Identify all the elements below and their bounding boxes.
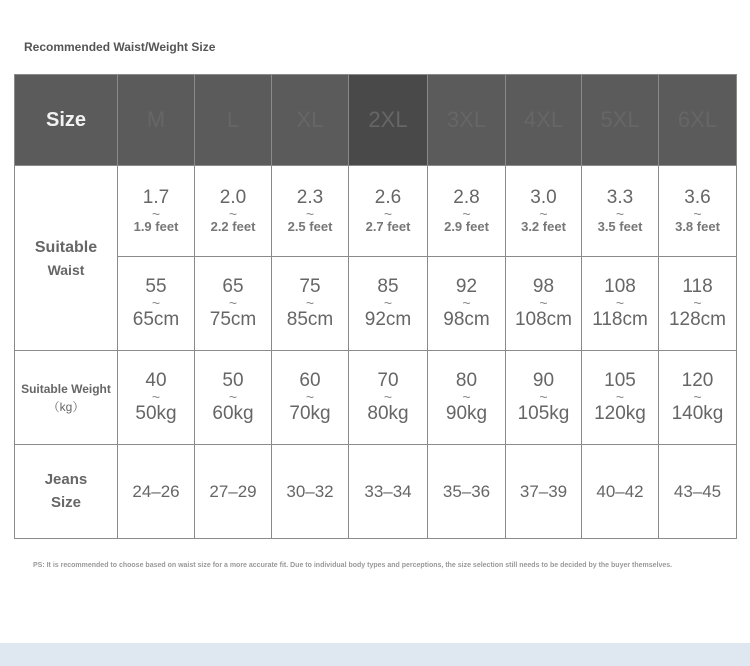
feet-from: 3.6 (684, 186, 711, 208)
jeans-label-line2: Size (50, 493, 81, 511)
cm-to: 65cm (132, 308, 180, 330)
feet-from: 2.3 (296, 186, 324, 208)
jeans-cell: 43–45 (659, 445, 737, 539)
waist-cm-cell (272, 257, 349, 351)
jeans-cell: 24–26 (118, 445, 195, 539)
waist-cm-cell (582, 257, 659, 351)
tilde: ~ (693, 295, 702, 312)
waist-cm-cell (118, 257, 195, 351)
weight-from: 60 (299, 370, 321, 392)
weight-label-line2: （kg） (47, 399, 85, 414)
size-col-header: XL (272, 75, 349, 166)
weight-to: 90kg (445, 402, 488, 424)
tilde: ~ (615, 205, 625, 222)
waist-cm-cell (349, 257, 428, 351)
jeans-cell: 30–32 (272, 445, 349, 539)
weight-from: 90 (532, 370, 555, 392)
feet-from: 2.0 (219, 186, 247, 208)
waist-cm-cell (195, 257, 272, 351)
feet-from: 3.3 (606, 186, 634, 208)
size-col-header: 5XL (582, 75, 659, 166)
size-header: Size (15, 75, 118, 166)
weight-cell (272, 351, 349, 445)
weight-to: 120kg (594, 402, 646, 424)
weight-cell (659, 351, 737, 445)
page-title: Recommended Waist/Weight Size (24, 40, 216, 54)
tilde: ~ (615, 295, 625, 312)
tilde: ~ (383, 389, 393, 406)
weight-cell (506, 351, 582, 445)
size-col-header: 6XL (659, 75, 737, 166)
tilde: ~ (383, 295, 393, 312)
waist-feet-cell (349, 166, 428, 257)
weight-from: 120 (681, 370, 714, 392)
jeans-label-line1: Jeans (44, 471, 88, 488)
waist-row-label (15, 166, 118, 351)
cm-from: 108 (604, 276, 636, 298)
waist-cm-row (15, 257, 737, 351)
weight-to: 60kg (212, 402, 254, 424)
cm-to: 75cm (209, 308, 257, 330)
jeans-cell: 33–34 (349, 445, 428, 539)
feet-from: 1.7 (142, 186, 170, 208)
jeans-cell: 37–39 (506, 445, 582, 539)
cm-to: 92cm (364, 308, 412, 330)
tilde: ~ (228, 389, 238, 406)
waist-feet-cell (659, 166, 737, 257)
feet-to: 2.7 feet (365, 219, 411, 235)
feet-from: 3.0 (530, 186, 557, 208)
weight-to: 50kg (135, 402, 177, 424)
tilde: ~ (151, 205, 161, 222)
tilde: ~ (305, 205, 315, 222)
waist-feet-cell (506, 166, 582, 257)
jeans-row (15, 445, 737, 539)
size-table (14, 74, 737, 539)
cm-to: 118cm (592, 308, 648, 330)
cm-from: 98 (532, 276, 555, 298)
waist-cm-cell (428, 257, 506, 351)
size-col-header: 3XL (428, 75, 506, 166)
tilde: ~ (228, 205, 238, 222)
weight-to: 80kg (367, 402, 409, 424)
feet-to: 3.8 feet (675, 219, 720, 235)
tilde: ~ (305, 295, 315, 312)
cm-from: 75 (299, 276, 321, 298)
waist-feet-cell (195, 166, 272, 257)
weight-row (15, 351, 737, 445)
tilde: ~ (151, 389, 161, 406)
waist-cm-cell (659, 257, 737, 351)
jeans-cell: 27–29 (195, 445, 272, 539)
tilde: ~ (383, 205, 393, 222)
tilde: ~ (693, 205, 702, 222)
size-col-header: L (195, 75, 272, 166)
header-row (15, 75, 737, 166)
size-col-header: M (118, 75, 195, 166)
feet-to: 2.9 feet (444, 219, 489, 235)
weight-from: 105 (604, 370, 636, 392)
cm-from: 85 (377, 276, 399, 298)
waist-cm-cell (506, 257, 582, 351)
weight-cell (428, 351, 506, 445)
waist-feet-cell (582, 166, 659, 257)
weight-row-label (15, 351, 118, 445)
cm-to: 98cm (443, 308, 490, 330)
feet-to: 2.2 feet (210, 219, 256, 235)
waist-feet-cell (428, 166, 506, 257)
weight-from: 80 (455, 370, 478, 392)
jeans-cell: 40–42 (582, 445, 659, 539)
tilde: ~ (151, 295, 161, 312)
weight-to: 70kg (289, 402, 331, 424)
cm-to: 108cm (514, 308, 573, 330)
tilde: ~ (539, 205, 548, 222)
waist-label-line2: Waist (47, 261, 85, 278)
waist-label-line1: Suitable (34, 238, 98, 256)
tilde: ~ (228, 295, 238, 312)
cm-to: 128cm (668, 308, 727, 330)
size-col-header: 4XL (506, 75, 582, 166)
weight-cell (582, 351, 659, 445)
feet-to: 3.5 feet (597, 219, 643, 235)
cm-from: 55 (145, 276, 167, 298)
feet-from: 2.8 (453, 186, 480, 208)
waist-feet-row (15, 166, 737, 257)
weight-cell (349, 351, 428, 445)
tilde: ~ (693, 389, 702, 406)
cm-to: 85cm (286, 308, 334, 330)
weight-from: 70 (377, 370, 399, 392)
tilde: ~ (462, 295, 471, 312)
size-col-header: 2XL (349, 75, 428, 166)
feet-from: 2.6 (374, 186, 402, 208)
tilde: ~ (615, 389, 625, 406)
feet-to: 2.5 feet (287, 219, 333, 235)
tilde: ~ (539, 389, 548, 406)
jeans-row-label (15, 445, 118, 539)
cm-from: 118 (682, 276, 713, 298)
waist-feet-cell (272, 166, 349, 257)
weight-cell (195, 351, 272, 445)
weight-to: 140kg (671, 402, 724, 424)
footnote: PS: It is recommended to choose based on waist size for a more accurate fit. Due to individual body types and perceptions, the size selection still needs to be decided by the buyer themselves. (33, 562, 673, 569)
bottom-band (0, 643, 750, 666)
weight-from: 40 (145, 370, 167, 392)
tilde: ~ (305, 389, 315, 406)
cm-from: 92 (455, 276, 478, 298)
feet-to: 3.2 feet (521, 219, 566, 235)
cm-from: 65 (222, 276, 244, 298)
weight-cell (118, 351, 195, 445)
weight-label-line1: Suitable Weight (21, 381, 111, 396)
tilde: ~ (539, 295, 548, 312)
weight-from: 50 (222, 370, 244, 392)
jeans-cell: 35–36 (428, 445, 506, 539)
tilde: ~ (462, 389, 471, 406)
weight-to: 105kg (517, 402, 570, 424)
feet-to: 1.9 feet (133, 219, 179, 235)
waist-feet-cell (118, 166, 195, 257)
tilde: ~ (462, 205, 471, 222)
